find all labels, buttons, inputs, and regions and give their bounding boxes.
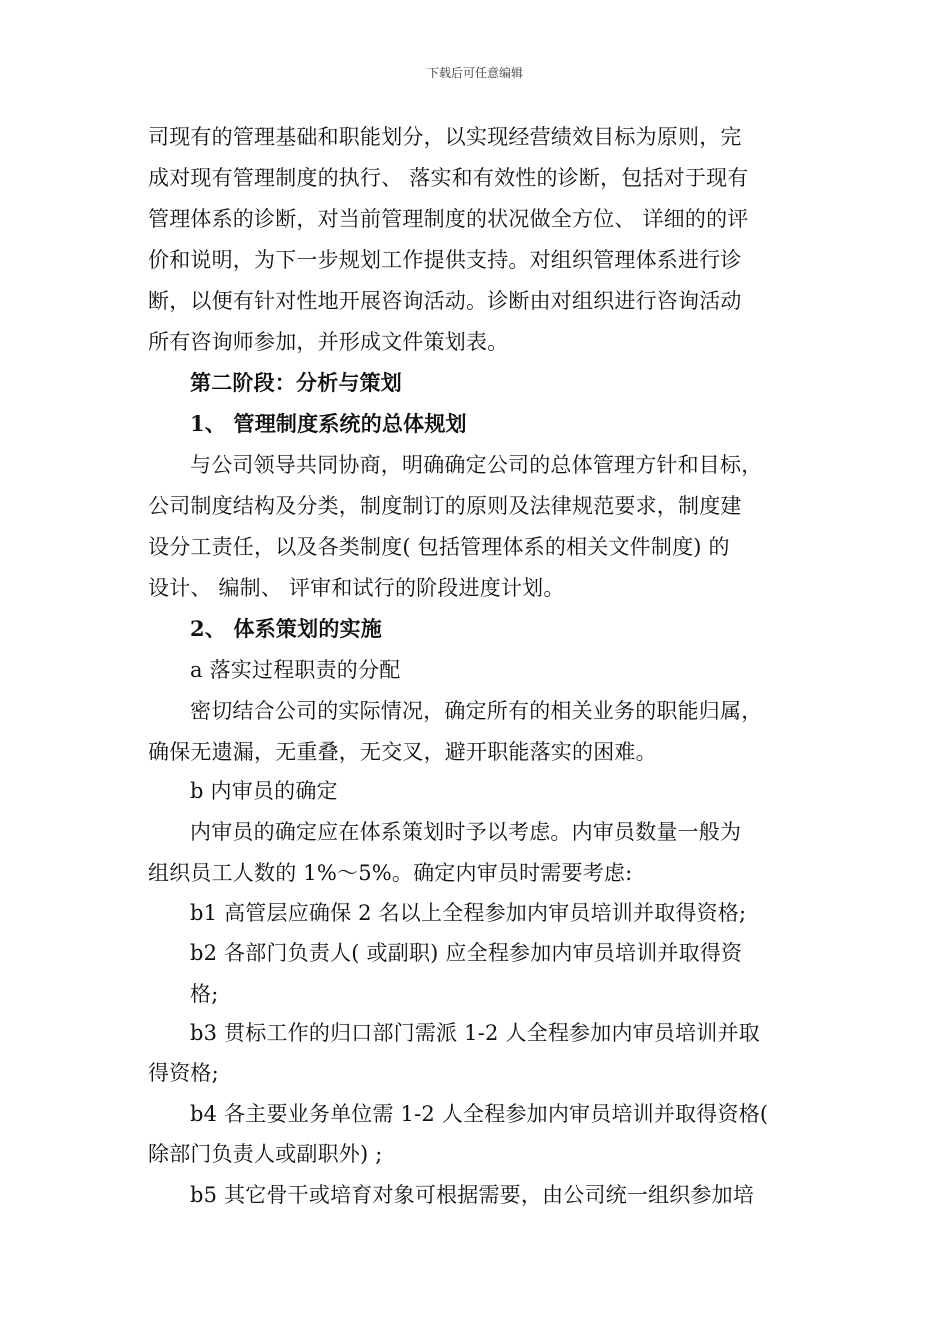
list-item-continuation: 除部门负责人或副职外) ; <box>148 1142 383 1166</box>
page-header: 下载后可任意编辑 <box>426 66 523 80</box>
item-heading: b 内审员的确定 <box>190 779 338 803</box>
body-text-line: 与公司领导共同协商，明确确定公司的总体管理方针和目标， <box>190 453 763 477</box>
body-text-line: 价和说明，为下一步规划工作提供支持。对组织管理体系进行诊 <box>148 248 742 272</box>
item-heading: a 落实过程职责的分配 <box>190 658 401 682</box>
body-text-line: 设分工责任，以及各类制度( 包括管理体系的相关文件制度) 的 <box>148 535 730 559</box>
list-item: b5 其它骨干或培育对象可根据需要，由公司统一组织参加培 <box>190 1183 755 1207</box>
body-text-line: 设计、 编制、 评审和试行的阶段进度计划。 <box>148 576 565 600</box>
body-text-line: 公司制度结构及分类，制度制订的原则及法律规范要求，制度建 <box>148 494 742 518</box>
list-item: b2 各部门负责人( 或副职) 应全程参加内审员培训并取得资 <box>190 941 743 965</box>
body-text-line: 组织员工人数的 1%～5%。确定内审员时需要考虑: <box>148 861 633 885</box>
body-text-line: 内审员的确定应在体系策划时予以考虑。内审员数量一般为 <box>190 820 742 844</box>
body-text-line: 管理体系的诊断，对当前管理制度的状况做全方位、 详细的的评 <box>148 207 749 231</box>
list-item: b1 高管层应确保 2 名以上全程参加内审员培训并取得资格; <box>190 901 747 925</box>
list-item-continuation: 得资格; <box>148 1061 219 1085</box>
body-text-line: 成对现有管理制度的执行、 落实和有效性的诊断，包括对于现有 <box>148 166 749 190</box>
body-text-line: 断，以便有针对性地开展咨询活动。诊断由对组织进行咨询活动 <box>148 289 742 313</box>
list-item: b4 各主要业务单位需 1-2 人全程参加内审员培训并取得资格( <box>190 1102 769 1126</box>
subsection-heading: 2、 体系策划的实施 <box>190 616 382 641</box>
list-item: b3 贯标工作的归口部门需派 1-2 人全程参加内审员培训并取 <box>190 1021 760 1045</box>
section-heading: 第二阶段：分析与策划 <box>190 370 402 395</box>
body-text-line: 司现有的管理基础和职能划分，以实现经营绩效目标为原则，完 <box>148 125 742 149</box>
body-text-line: 确保无遗漏，无重叠，无交叉，避开职能落实的困难。 <box>148 740 657 764</box>
body-text-line: 所有咨询师参加，并形成文件策划表。 <box>148 330 509 354</box>
list-item-continuation: 格; <box>190 982 219 1006</box>
subsection-heading: 1、 管理制度系统的总体规划 <box>190 411 467 436</box>
body-text-line: 密切结合公司的实际情况，确定所有的相关业务的职能归属， <box>190 699 763 723</box>
